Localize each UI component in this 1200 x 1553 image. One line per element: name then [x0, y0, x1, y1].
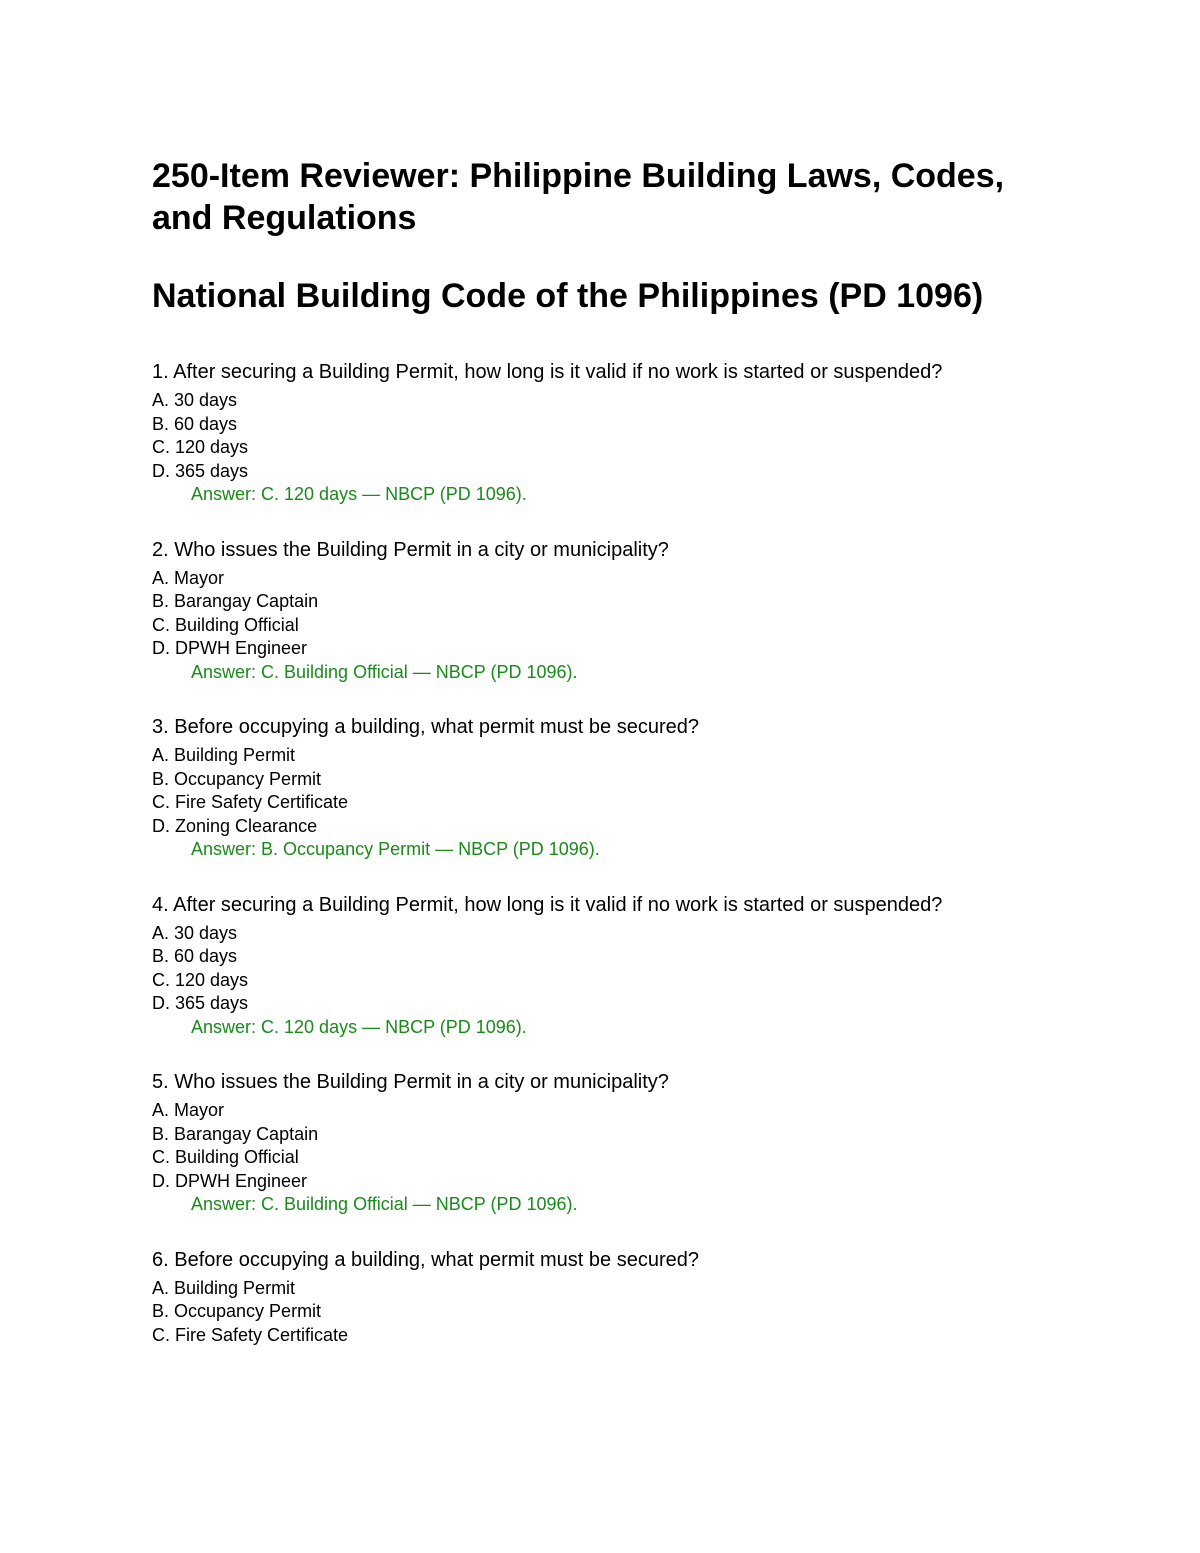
option-a: A. Mayor: [152, 1100, 225, 1120]
option-c: C. Fire Safety Certificate: [152, 1324, 349, 1345]
option-d: D. 365 days: [152, 993, 249, 1013]
option-d: D. DPWH Engineer: [152, 1170, 308, 1191]
option-d: D. 365 days: [152, 460, 249, 481]
option-c: C. Fire Safety Certificate: [152, 792, 349, 812]
answer-text: Answer: C. Building Official — NBCP (PD 1096).: [191, 661, 578, 682]
question-text: 1. After securing a Building Permit, how long is it valid if no work is started or suspended?: [152, 361, 943, 383]
question-item: [152, 359, 1052, 507]
option-b: B. Occupancy Permit: [152, 1301, 322, 1321]
question-item: [152, 1069, 1052, 1217]
section-title: National Building Code of the Philippines (PD 1096): [152, 277, 984, 315]
option-a: A. 30 days: [152, 390, 238, 410]
option-a: A. Building Permit: [152, 1277, 296, 1298]
option-b: B. 60 days: [152, 946, 238, 966]
question-list: [152, 359, 1052, 1347]
option-b: B. Barangay Captain: [152, 591, 319, 611]
answer-text: Answer: C. 120 days — NBCP (PD 1096).: [191, 1016, 527, 1037]
option-c: C. Building Official: [152, 1147, 299, 1167]
option-c: C. Building Official: [152, 614, 299, 635]
question-text: 2. Who issues the Building Permit in a city or municipality?: [152, 538, 669, 561]
option-c: C. 120 days: [152, 437, 249, 457]
answer-text: Answer: C. Building Official — NBCP (PD 1096).: [191, 1194, 578, 1214]
answer-text: Answer: C. 120 days — NBCP (PD 1096).: [191, 484, 527, 504]
option-a: A. 30 days: [152, 922, 238, 943]
option-b: B. Occupancy Permit: [152, 768, 322, 789]
question-item: [152, 714, 1052, 862]
option-b: B. 60 days: [152, 413, 238, 434]
answer-text: Answer: B. Occupancy Permit — NBCP (PD 1096).: [191, 839, 600, 859]
document-page: [152, 155, 1052, 1377]
question-item: [152, 537, 1052, 685]
document-title: 250-Item Reviewer: Philippine Building Laws, Codes, and Regulations: [152, 157, 1005, 237]
question-text: 6. Before occupying a building, what permit must be secured?: [152, 1248, 699, 1271]
option-a: A. Building Permit: [152, 745, 296, 765]
option-d: D. Zoning Clearance: [152, 815, 318, 836]
option-c: C. 120 days: [152, 969, 249, 990]
question-item: [152, 1247, 1052, 1348]
option-d: D. DPWH Engineer: [152, 638, 308, 658]
question-text: 4. After securing a Building Permit, how long is it valid if no work is started or suspended?: [152, 893, 943, 916]
option-b: B. Barangay Captain: [152, 1123, 319, 1144]
question-text: 3. Before occupying a building, what permit must be secured?: [152, 716, 699, 738]
question-item: [152, 892, 1052, 1040]
question-text: 5. Who issues the Building Permit in a city or municipality?: [152, 1071, 669, 1093]
option-a: A. Mayor: [152, 567, 225, 588]
